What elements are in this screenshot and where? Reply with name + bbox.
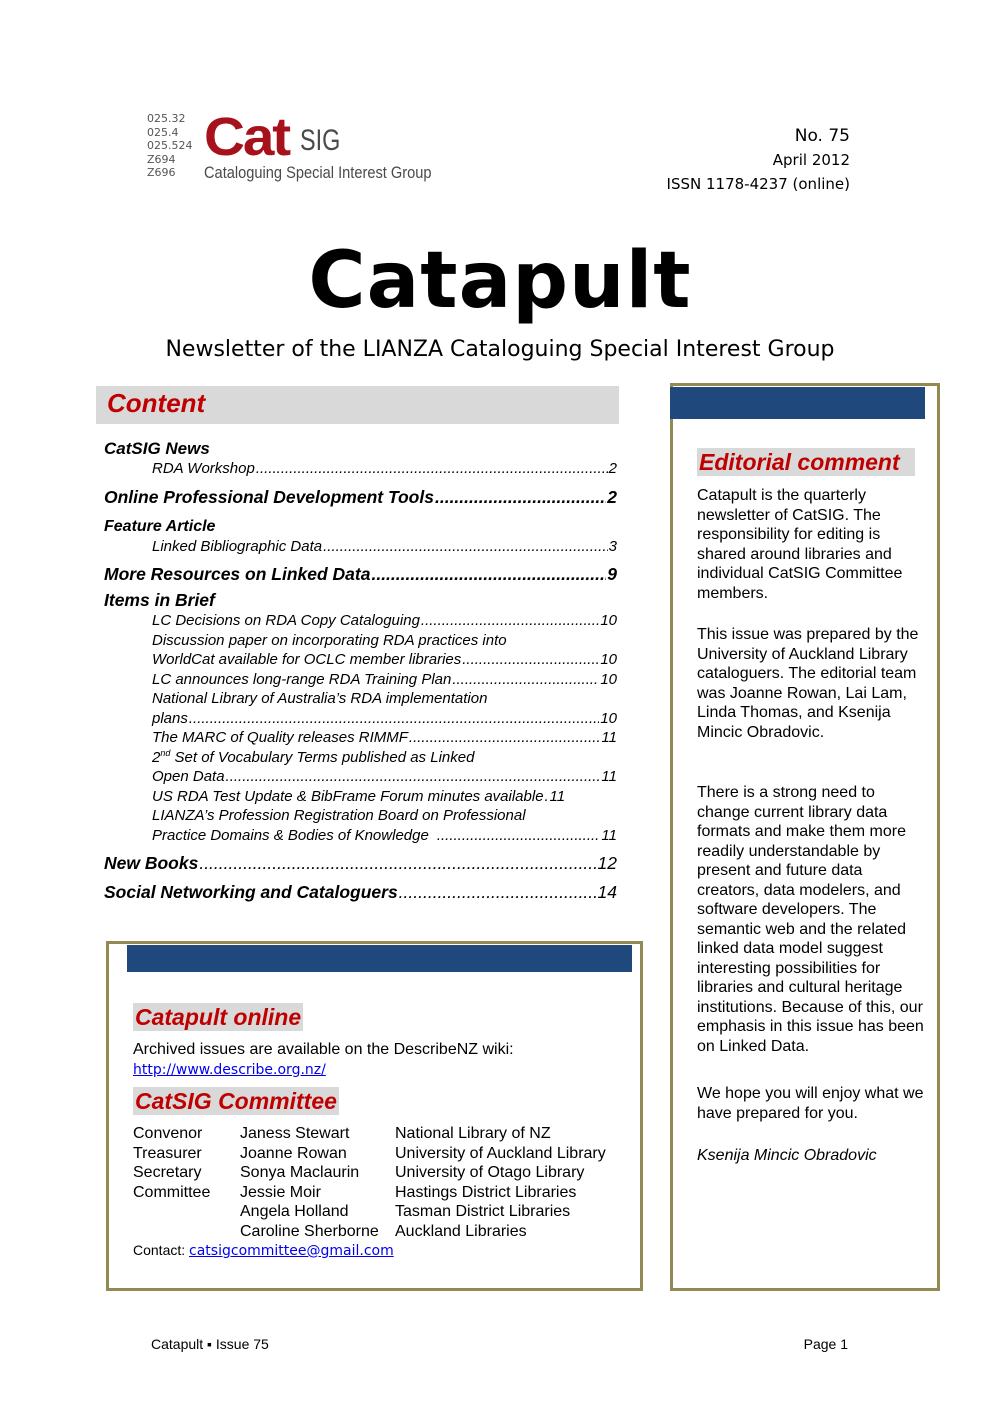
member-org: University of Otago Library (395, 1164, 585, 1181)
member-org: Tasman District Libraries (395, 1203, 571, 1220)
toc-entry-page: 2 (607, 486, 617, 507)
leader-dots (199, 853, 596, 874)
editorial-heading: Editorial comment (697, 448, 915, 476)
toc-entry[interactable] (104, 853, 617, 874)
toc-entry-page: 2 (608, 460, 617, 477)
footer-page-number: Page 1 (803, 1336, 848, 1352)
catapult-online-heading: Catapult online (135, 1004, 302, 1030)
toc-entry-page: 12 (597, 853, 617, 873)
toc-entry-title: LC announces long-range RDA Training Plan (152, 670, 452, 688)
toc-entry-page: 10 (600, 670, 617, 688)
member-role: Secretary (133, 1164, 202, 1181)
member-role: Treasurer (133, 1144, 202, 1162)
leader-dots (462, 650, 599, 670)
toc-entry[interactable] (104, 537, 617, 557)
committee-member (133, 1183, 606, 1203)
issue-issn: ISSN 1178-4237 (online) (666, 175, 850, 193)
member-org: University of Auckland Library (395, 1144, 606, 1162)
editorial-signature: Ksenija Mincic Obradovic (697, 1147, 877, 1164)
toc-entry-title-line1 (104, 748, 617, 768)
toc-entry[interactable] (104, 709, 617, 729)
member-name: Joanne Rowan (240, 1144, 347, 1162)
leader-dots (452, 670, 599, 690)
contents-heading: Content (107, 388, 206, 418)
committee-contact (133, 1241, 606, 1262)
toc-entry-page: 11 (601, 826, 617, 844)
toc-entry-title: US RDA Test Update & BibFrame Forum minutes available (152, 787, 544, 805)
member-name: Janess Stewart (240, 1125, 350, 1142)
member-role: Convenor (133, 1125, 203, 1142)
committee-member (133, 1202, 606, 1222)
table-of-contents (104, 438, 617, 903)
ordinal-number: 2 (152, 748, 161, 766)
toc-entry-page: 10 (600, 709, 617, 727)
toc-entry-title: plans (152, 709, 188, 727)
toc-entry-title: RDA Workshop (152, 460, 255, 477)
leader-dots (545, 787, 549, 807)
leader-dots (435, 487, 606, 508)
catsig-logo (147, 107, 457, 190)
archive-text: Archived issues are available on the DescribeNZ wiki: (133, 1041, 514, 1058)
editorial-box (670, 383, 940, 1291)
newsletter-title: Catapult (308, 236, 692, 326)
toc-entry[interactable] (104, 487, 617, 508)
member-role (133, 1222, 240, 1242)
toc-entry-title: LC Decisions on RDA Copy Cataloguing (152, 612, 420, 629)
class-number: 025.32 (147, 112, 186, 125)
toc-entry-title: More Resources on Linked Data (104, 564, 371, 584)
logo-tagline: Cataloguing Special Interest Group (204, 163, 432, 182)
toc-section-title: Feature Article (104, 517, 216, 535)
committee-heading: CatSIG Committee (135, 1088, 337, 1114)
toc-entry[interactable] (104, 767, 617, 787)
member-name: Sonya Maclaurin (240, 1164, 360, 1181)
leader-dots (189, 709, 599, 729)
member-org: National Library of NZ (395, 1125, 551, 1142)
leader-dots (399, 882, 597, 903)
member-name: Caroline Sherborne (240, 1222, 379, 1240)
leader-dots (371, 564, 606, 585)
class-number: Z694 (147, 152, 176, 166)
leader-dots (421, 611, 599, 631)
toc-entry-title: Open Data (152, 768, 225, 785)
contact-email-link[interactable]: catsigcommittee@gmail.com (189, 1243, 394, 1259)
contact-label: Contact: (133, 1242, 186, 1258)
leader-dots (323, 537, 608, 557)
committee-member (133, 1222, 606, 1242)
class-number: 025.524 (147, 139, 193, 152)
member-name: Jessie Moir (240, 1183, 321, 1201)
member-role (133, 1202, 240, 1222)
contents-heading-bar (96, 386, 619, 424)
box-header-bar (670, 387, 925, 419)
toc-entry-page: 3 (608, 537, 617, 555)
toc-entry[interactable] (104, 611, 617, 631)
toc-entry[interactable] (104, 826, 617, 846)
editorial-paragraph: We hope you will enjoy what we have prepared for you. (697, 1085, 924, 1122)
toc-entry[interactable] (104, 459, 617, 479)
toc-entry-title: New Books (104, 853, 199, 873)
toc-entry-page: 9 (607, 564, 617, 584)
committee-member (133, 1163, 606, 1183)
toc-entry-title: WorldCat available for OCLC member libraries (152, 651, 462, 668)
toc-entry-title: Practice Domains & Bodies of Knowledge (152, 826, 429, 844)
class-number: 025.4 (147, 125, 179, 139)
issue-date: April 2012 (772, 151, 850, 169)
toc-entry[interactable] (104, 650, 617, 670)
toc-entry[interactable] (104, 670, 617, 690)
toc-section-title: CatSIG News (104, 439, 210, 458)
member-org: Hastings District Libraries (395, 1183, 577, 1201)
member-org: Auckland Libraries (395, 1222, 527, 1240)
leader-dots (437, 826, 601, 846)
toc-entry-title: Social Networking and Cataloguers (104, 882, 398, 902)
toc-entry-page: 11 (601, 729, 617, 746)
toc-entry-title-text: Set of Vocabulary Terms published as Linked (170, 748, 475, 766)
toc-entry-title-line1: Discussion paper on incorporating RDA practices into (152, 631, 507, 649)
leader-dots (226, 767, 601, 787)
member-role: Committee (133, 1183, 211, 1201)
toc-entry-page: 10 (600, 612, 617, 629)
leader-dots (256, 459, 608, 479)
committee-list (133, 1124, 606, 1262)
toc-entry[interactable] (104, 564, 617, 585)
ordinal-suffix: nd (160, 747, 171, 758)
toc-entry-title: The MARC of Quality releases RIMMF (152, 729, 408, 746)
toc-entry-title: Linked Bibliographic Data (152, 537, 323, 555)
toc-entry[interactable] (104, 787, 617, 807)
issue-info (667, 124, 850, 196)
toc-section-title: Items in Brief (104, 590, 215, 610)
leader-dots (409, 728, 601, 748)
toc-entry-page: 11 (549, 787, 566, 805)
toc-entry-page: 11 (601, 768, 617, 785)
editorial-paragraph: There is a strong need to change current library data formats and make them more readily understandable by present and future data creators, data modelers, and software developers. The semantic web and the related linked data model suggest interesting possibilities for libraries and cultural heritage institutions. Because of this, our emphasis in this issue has been on Linked Data. (697, 784, 924, 1055)
committee-member (133, 1144, 606, 1164)
editorial-paragraph: Catapult is the quarterly newsletter of CatSIG. The responsibility for editing is shared around libraries and individual CatSIG Committee members. (697, 487, 903, 602)
newsletter-subtitle: Newsletter of the LIANZA Cataloguing Special Interest Group (165, 337, 835, 362)
catapult-online-text (133, 1040, 633, 1080)
logo-brand-cat: Cat (204, 107, 290, 167)
footer-issue: Catapult ▪ Issue 75 (151, 1336, 269, 1352)
catapult-online-box (106, 941, 643, 1291)
toc-entry-page: 10 (600, 651, 617, 668)
logo-brand-sig: SIG (300, 124, 341, 157)
issue-number: No. 75 (794, 126, 850, 146)
toc-entry[interactable] (104, 728, 617, 748)
committee-member (133, 1124, 606, 1144)
toc-entry-title-line1: LIANZA’s Profession Registration Board on Professional (152, 807, 526, 824)
logo-class-numbers (147, 112, 193, 180)
member-name: Angela Holland (240, 1203, 349, 1220)
editorial-paragraph: This issue was prepared by the University of Auckland Library cataloguers. The editorial team was Joanne Rowan, Lai Lam, Linda Thomas, and Ksenija Mincic Obradovic. (697, 626, 919, 741)
toc-entry-title: Online Professional Development Tools (104, 486, 434, 507)
describe-wiki-link[interactable]: http://www.describe.org.nz/ (133, 1061, 326, 1078)
toc-entry-page: 14 (597, 882, 617, 902)
toc-entry[interactable] (104, 882, 617, 903)
class-number: Z696 (147, 166, 176, 179)
toc-entry-title-line1: National Library of Australia’s RDA implementation (152, 690, 488, 707)
box-header-bar (127, 945, 632, 972)
